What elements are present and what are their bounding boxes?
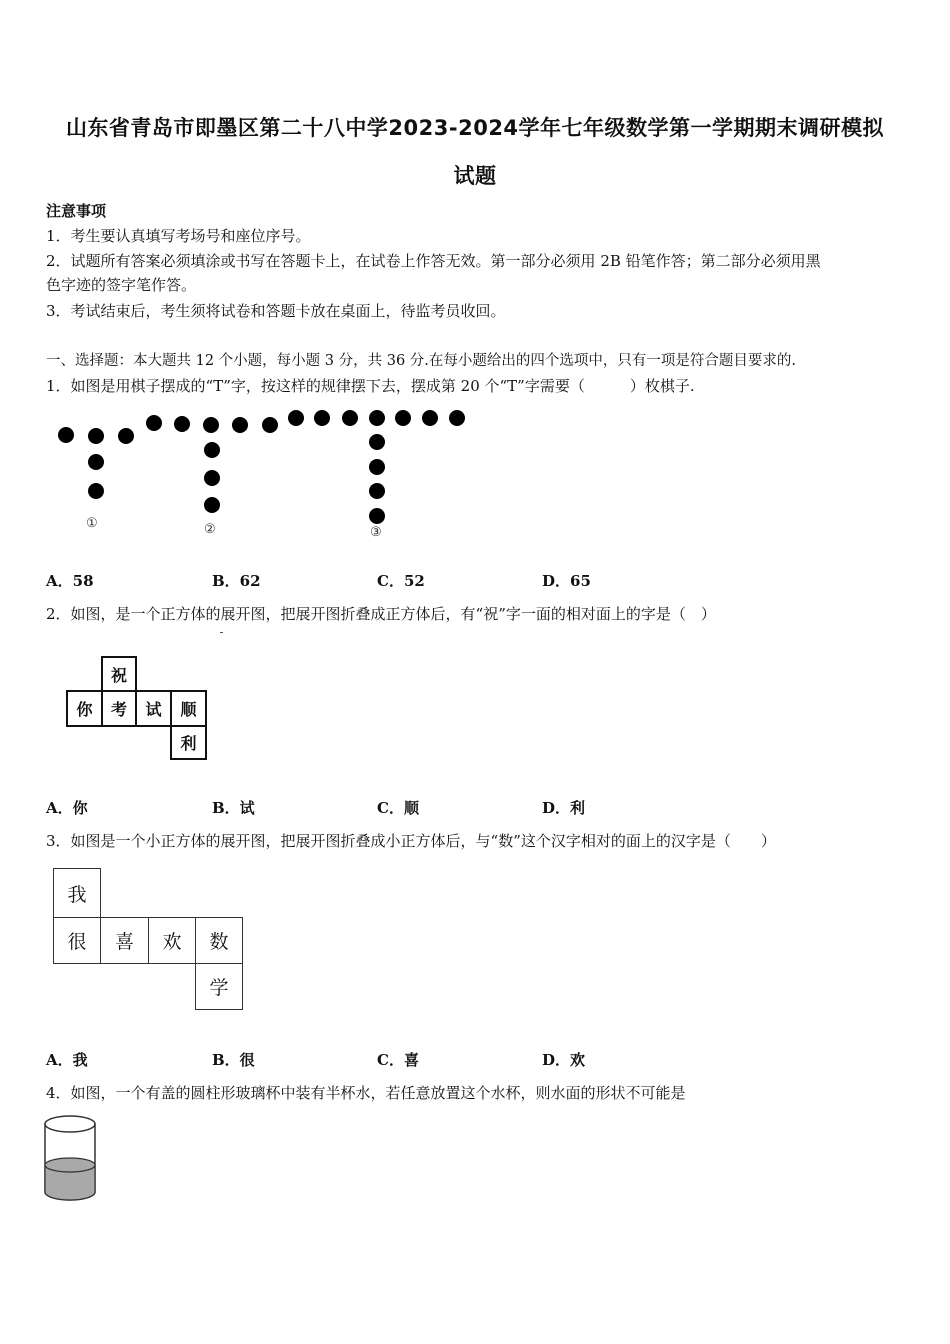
notice-heading: 注意事项: [46, 202, 107, 220]
q4-stem: 4．如图，一个有盖的圆柱形玻璃杯中装有半杯水，若任意放置这个水杯，则水面的形状不可能是: [46, 1084, 686, 1102]
chess-piece: [449, 410, 465, 426]
q2-option-c[interactable]: C．顺: [377, 799, 419, 817]
chess-piece: [118, 428, 134, 444]
q2-option-d[interactable]: D．利: [542, 799, 586, 817]
chess-piece: [88, 428, 104, 444]
q1-option-c[interactable]: C．52: [377, 572, 425, 590]
chess-piece: [422, 410, 438, 426]
notice-item-2-cont: 色字迹的签字笔作答。: [46, 276, 197, 294]
chess-piece: [204, 470, 220, 486]
net-cell: 喜: [100, 917, 149, 964]
chess-piece: [146, 415, 162, 431]
q3-option-c[interactable]: C．喜: [377, 1051, 419, 1069]
glass-cup-figure: [40, 1110, 100, 1206]
chess-piece: [395, 410, 411, 426]
net-cell: 祝: [101, 656, 137, 692]
chess-piece: [204, 497, 220, 513]
net-cell: 我: [53, 868, 101, 918]
chess-piece: [58, 427, 74, 443]
cup-lid: [45, 1116, 95, 1132]
chess-piece: [174, 416, 190, 432]
q2-option-a[interactable]: A．你: [46, 799, 88, 817]
q1-figure: [0, 0, 950, 560]
q1-option-b[interactable]: B．62: [212, 572, 261, 590]
figure-label-3: ③: [370, 525, 382, 540]
q1-option-d[interactable]: D．65: [542, 572, 591, 590]
chess-piece: [232, 417, 248, 433]
page-title: 山东省青岛市即墨区第二十八中学2023-2024学年七年级数学第一学期期末调研模拟: [65, 116, 885, 140]
chess-piece: [369, 459, 385, 475]
chess-piece: [262, 417, 278, 433]
water-surface: [45, 1158, 95, 1172]
q3-option-a[interactable]: A．我: [46, 1051, 88, 1069]
net-cell: 利: [170, 725, 207, 760]
notice-item-3: 3．考试结束后，考生须将试卷和答题卡放在桌面上，待监考员收回。: [46, 302, 506, 320]
section-header: 一、选择题：本大题共 12 个小题，每小题 3 分，共 36 分.在每小题给出的四个选项中，只有一项是符合题目要求的.: [46, 353, 796, 369]
q2-option-b[interactable]: B．试: [212, 799, 255, 817]
chess-piece: [369, 410, 385, 426]
q3-option-d[interactable]: D．欢: [542, 1051, 586, 1069]
chess-piece: [203, 417, 219, 433]
notice-item-2: 2．试题所有答案必须填涂或书写在答题卡上，在试卷上作答无效。第一部分必须用 2B 铅笔作答；第二部分必须用黑: [46, 252, 821, 270]
chess-piece: [288, 410, 304, 426]
net-cell: 顺: [170, 690, 207, 727]
chess-piece: [204, 442, 220, 458]
q3-stem: 3．如图是一个小正方体的展开图，把展开图折叠成小正方体后，与“数”这个汉字相对的面上的汉字是（ ）: [46, 832, 776, 850]
chess-piece: [369, 483, 385, 499]
figure-label-2: ②: [204, 522, 216, 537]
stray-mark: [220, 632, 223, 633]
chess-piece: [342, 410, 358, 426]
net-cell: 很: [53, 917, 101, 964]
q3-option-b[interactable]: B．很: [212, 1051, 255, 1069]
figure-label-1: ①: [86, 516, 98, 531]
q1-stem: 1．如图是用棋子摆成的“T”字，按这样的规律摆下去，摆成第 20 个“T”字需要（ ）枚棋子.: [46, 377, 695, 395]
chess-piece: [88, 454, 104, 470]
net-cell: 考: [101, 690, 137, 727]
net-cell: 欢: [148, 917, 196, 964]
q2-stem: 2．如图，是一个正方体的展开图，把展开图折叠成正方体后，有“祝”字一面的相对面上的字是（ ）: [46, 605, 716, 623]
chess-piece: [369, 434, 385, 450]
net-cell: 学: [195, 963, 243, 1010]
net-cell: 试: [135, 690, 172, 727]
notice-item-1: 1．考生要认真填写考场号和座位序号。: [46, 227, 311, 245]
q1-option-a[interactable]: A．58: [46, 572, 94, 590]
chess-piece: [369, 508, 385, 524]
chess-piece: [88, 483, 104, 499]
net-cell: 数: [195, 917, 243, 964]
page-title-continued: 试题: [453, 164, 497, 188]
net-cell: 你: [66, 690, 103, 727]
chess-piece: [314, 410, 330, 426]
